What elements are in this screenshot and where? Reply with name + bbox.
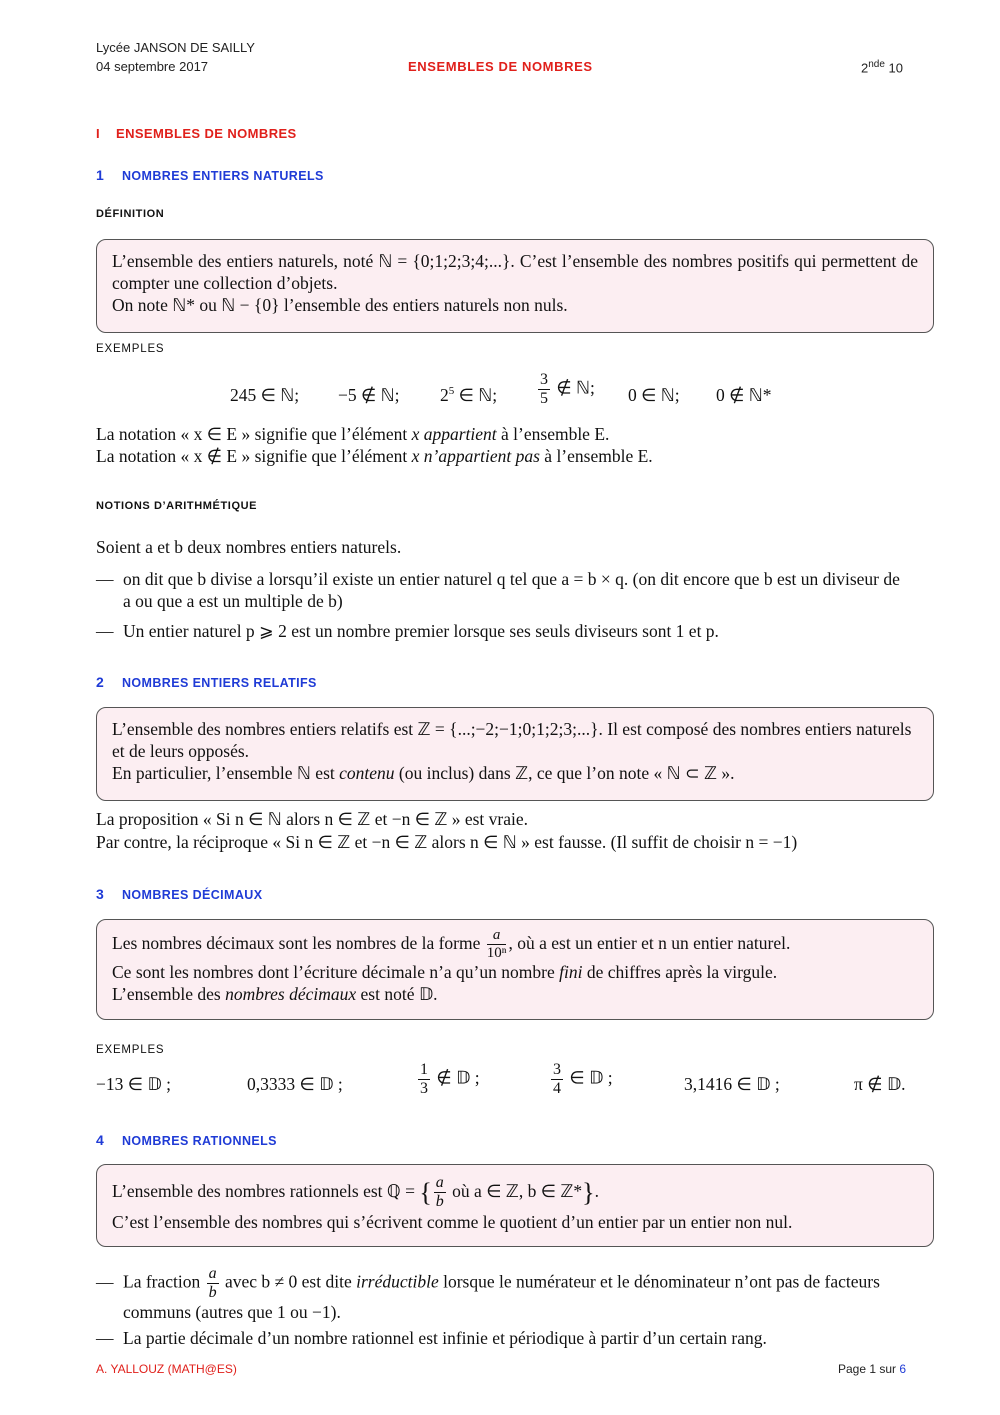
arithmetic-intro: Soient a et b deux nombres entiers naturels.	[96, 537, 402, 557]
example-item: 0 ∉ ℕ*	[716, 385, 772, 405]
page-number: Page 1 sur 6	[838, 1362, 907, 1376]
subsection-heading-3: 3 NOMBRES DÉCIMAUX	[96, 886, 263, 902]
list-item: — La fraction $\frac{a}{b}$ avec b ≠ 0 est dite irréductible lorsque le numérateur et le dénominateur n’ont pas de facteurs communs (autres que 1 ou −1).	[96, 1265, 880, 1322]
subsection-heading-2: 2 NOMBRES ENTIERS RELATIFS	[96, 674, 317, 690]
example-item: $2^5$ ∈ ℕ;	[440, 385, 498, 405]
definition-text: Les nombres décimaux sont les nombres de la forme $\frac{a}{\text{10ⁿ}}$ , où a est un entier et n un entier naturel.	[112, 927, 791, 962]
example-item: $\frac{1}{3}$ ∉ 𝔻 ;	[420, 1061, 480, 1097]
definition-text: C’est l’ensemble des nombres qui s’écrivent comme le quotient d’un entier par un entier non nul.	[112, 1211, 793, 1232]
definition-box-integers	[96, 707, 934, 801]
definition-label: DÉFINITION	[96, 208, 165, 220]
header-title: ENSEMBLES DE NOMBRES	[408, 59, 593, 74]
example-item: 0,3333 ∈ 𝔻 ;	[247, 1074, 343, 1094]
example-item: 3,1416 ∈ 𝔻 ;	[684, 1074, 780, 1094]
definition-text: L’ensemble des nombres décimaux est noté 𝔻.	[112, 984, 438, 1005]
notation-line: La notation « x ∈ E » signifie que l’élément x appartient à l’ensemble E.	[96, 424, 610, 444]
definition-box-decimals	[96, 919, 934, 1020]
definition-box-rationals	[96, 1164, 934, 1247]
definition-text: En particulier, l’ensemble ℕ est contenu (ou inclus) dans ℤ, ce que l’on note « ℕ ⊂ ℤ ».	[112, 763, 735, 783]
example-item: 0 ∈ ℕ;	[628, 385, 680, 405]
school-name: Lycée JANSON DE SAILLY	[96, 40, 255, 55]
section-heading: I ENSEMBLES DE NOMBRES	[96, 126, 297, 141]
footer-author: A. YALLOUZ (MATH@ES)	[96, 1362, 237, 1376]
definition-text: On note ℕ* ou ℕ − {0} l’ensemble des entiers naturels non nuls.	[112, 295, 568, 315]
definition-box-naturals	[96, 239, 934, 333]
list-item: — on dit que b divise a lorsqu’il existe un entier naturel q tel que a = b × q. (on dit encore que b est un diviseur de a ou que a est un multiple de b)	[96, 569, 900, 611]
examples-label: EXEMPLES	[96, 343, 165, 355]
class-label: 2nde 10	[861, 59, 904, 76]
definition-text: Ce sont les nombres dont l’écriture décimale n’a qu’un nombre fini de chiffres après la virgule.	[112, 962, 778, 983]
example-item: π ∉ 𝔻.	[854, 1074, 906, 1094]
proposition-line: Par contre, la réciproque « Si n ∈ ℤ et −n ∈ ℤ alors n ∈ ℕ » est fausse. (Il suffit de choisir n = −1)	[96, 832, 798, 852]
notation-line: La notation « x ∉ E » signifie que l’élément x n’appartient pas à l’ensemble E.	[96, 446, 653, 466]
arithmetic-label: NOTIONS D’ARITHMÉTIQUE	[96, 500, 258, 512]
subsection-heading-4: 4 NOMBRES RATIONNELS	[96, 1132, 277, 1148]
example-item: $\frac{3}{4}$ ∈ 𝔻 ;	[553, 1061, 613, 1097]
definition-text: L’ensemble des nombres rationnels est ℚ = { $\frac{a}{b}$ où a ∈ ℤ, b ∈ ℤ*}.	[112, 1174, 599, 1211]
example-item: −5 ∉ ℕ;	[338, 385, 400, 405]
header-date: 04 septembre 2017	[96, 59, 209, 74]
list-item: — La partie décimale d’un nombre rationnel est infinie et périodique à partir d’un certain rang.	[96, 1328, 767, 1348]
subsection-heading-1: 1 NOMBRES ENTIERS NATURELS	[96, 167, 324, 183]
proposition-line: La proposition « Si n ∈ ℕ alors n ∈ ℤ et −n ∈ ℤ » est vraie.	[96, 809, 529, 829]
definition-text: L’ensemble des entiers naturels, noté ℕ = {0;1;2;3;4;...}. C’est l’ensemble des nombres positifs qui permettent de compter une collection d’objets.	[112, 251, 918, 293]
list-item: — Un entier naturel p ⩾ 2 est un nombre premier lorsque ses seuls diviseurs sont 1 et p.	[96, 621, 719, 641]
example-item: 245 ∈ ℕ;	[230, 385, 300, 405]
example-item: $\frac{3}{5}$ ∉ ℕ;	[540, 371, 595, 407]
definition-text: L’ensemble des nombres entiers relatifs est ℤ = {...;−2;−1;0;1;2;3;...}. Il est composé des nombres entiers naturels et de leurs opposés.	[112, 719, 912, 761]
example-item: −13 ∈ 𝔻 ;	[96, 1074, 171, 1094]
examples-label: EXEMPLES	[96, 1044, 165, 1056]
